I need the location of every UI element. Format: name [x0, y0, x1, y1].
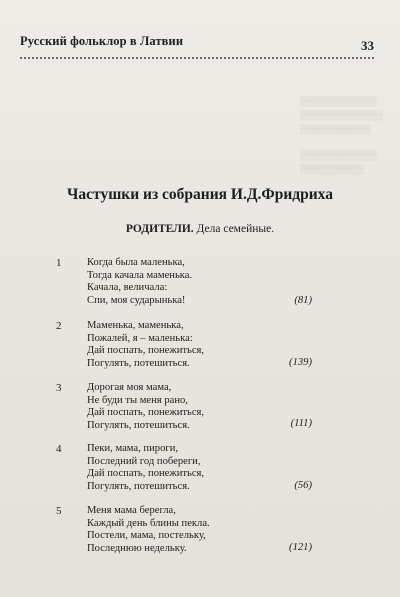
- verse-line: Не буди ты меня рано,: [87, 394, 188, 406]
- verse-line: Качала, величала:: [87, 282, 168, 294]
- verse-line: Меня мама берегла,: [87, 505, 176, 516]
- verse-number: 2: [56, 320, 62, 332]
- verse-line: Дай поспать, понежиться,: [87, 407, 205, 419]
- verse-line: Погулять, потешиться.: [87, 419, 190, 431]
- verse-number: 3: [56, 382, 62, 394]
- show-through-text: ▒▒▒▒▒▒▒▒▒▒: [300, 164, 364, 174]
- verse-line: Погулять, потешиться.: [87, 357, 190, 369]
- show-through-text: ▒▒▒▒▒▒▒▒▒▒▒: [300, 124, 371, 134]
- verse-line: Дай поспать, понежиться,: [87, 345, 205, 357]
- section-title: Частушки из собрания И.Д.Фридриха: [67, 186, 333, 203]
- verse-line: Пожалей, я – маленька:: [87, 332, 193, 344]
- verse-number: 4: [56, 443, 62, 455]
- verse-number: 1: [56, 257, 62, 269]
- page-header: [20, 28, 374, 54]
- verse-line: Когда была маленька,: [87, 257, 185, 268]
- verse-reference: (56): [294, 480, 312, 491]
- verse-line: Последнюю недельку.: [87, 542, 187, 554]
- verse-lines: [87, 320, 312, 370]
- verse-number: 5: [56, 505, 62, 517]
- show-through-text: ▒▒▒▒▒▒▒▒▒▒▒▒▒: [300, 110, 383, 120]
- page-number: 33: [361, 38, 374, 53]
- verse-lines: [87, 505, 312, 555]
- verse-lines: [87, 443, 312, 493]
- show-through-text: ▒▒▒▒▒▒▒▒▒▒▒▒: [300, 96, 377, 106]
- verse-line: Постели, мама, постельку,: [87, 530, 206, 542]
- verse-line: Тогда качала маменька.: [87, 269, 193, 281]
- header-rule: [20, 57, 374, 59]
- subsection-title-rest: Дела семейные.: [193, 223, 275, 235]
- verse-line: Маменька, маменька,: [87, 320, 184, 331]
- verse-line: Погулять, потешиться.: [87, 480, 190, 492]
- verse-line: Спи, моя сударынька!: [87, 294, 186, 306]
- verse-reference: (121): [289, 542, 312, 553]
- subsection-title: [0, 223, 400, 235]
- verse-line: Дай поспать, понежиться,: [87, 468, 205, 480]
- verse-reference: (81): [294, 295, 312, 306]
- running-title: Русский фольклор в Латвии: [20, 34, 184, 48]
- verse-reference: (111): [290, 418, 312, 429]
- verse-line: Дорогая моя мама,: [87, 382, 172, 393]
- verse-lines: [87, 257, 312, 307]
- verse-reference: (139): [289, 357, 312, 368]
- verse-lines: [87, 382, 312, 432]
- verse-line: Пеки, мама, пироги,: [87, 443, 179, 454]
- subsection-title-bold: РОДИТЕЛИ.: [125, 223, 194, 235]
- verse-line: Каждый день блины пекла.: [87, 517, 210, 529]
- show-through-text: ▒▒▒▒▒▒▒▒▒▒▒▒: [300, 150, 377, 160]
- verse-line: Последний год побереги,: [87, 455, 201, 467]
